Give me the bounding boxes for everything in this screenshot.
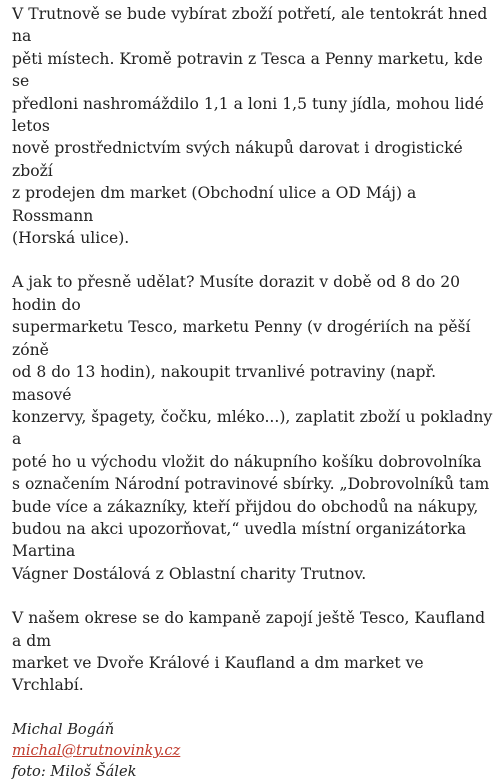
article-paragraph-3: V našem okrese se do kampaně zapojí ještě Tesco, Kaufland a dm market ve Dvoře Králové i Kaufland a dm market ve Vrchlabí. <box>12 609 486 695</box>
photo-credit: foto: Miloš Šálek <box>12 762 137 780</box>
article-signature <box>12 719 496 782</box>
author-email-link[interactable]: michal@trutnovinky.cz <box>12 741 181 759</box>
article-body <box>12 3 496 782</box>
author-name: Michal Bogáň <box>12 720 115 738</box>
article-paragraph-2: A jak to přesně udělat? Musíte dorazit v době od 8 do 20 hodin do supermarketu Tesco, marketu Penny (v drogériích na pěší zóně od 8 do 13 hodin), nakoupit trvanlivé potraviny (např. masové konzervy, špagety, čočku, mléko...), zaplatit zboží u pokladny a poté ho u východu vložit do nákupního košíku dobrovolníka s označením Národní potravinové sbírky. „Dobrovolníků tam bude více a zákazníky, kteří přijdou do obchodů na nákupy, budou na akci upozorňovat,“ uvedla místní organizátorka Martina Vágner Dostálová z Oblastní charity Trutnov. <box>12 273 493 583</box>
article-paragraph-1: V Trutnově se bude vybírat zboží potřetí, ale tentokrát hned na pěti místech. Kromě potravin z Tesca a Penny marketu, kde se předloni nashromáždilo 1,1 a loni 1,5 tuny jídla, mohou lidé letos nově prostřednictvím svých nákupů darovat i drogistické zboží z prodejen dm market (Obchodní ulice a OD Máj) a Rossmann (Horská ulice). <box>12 5 488 248</box>
